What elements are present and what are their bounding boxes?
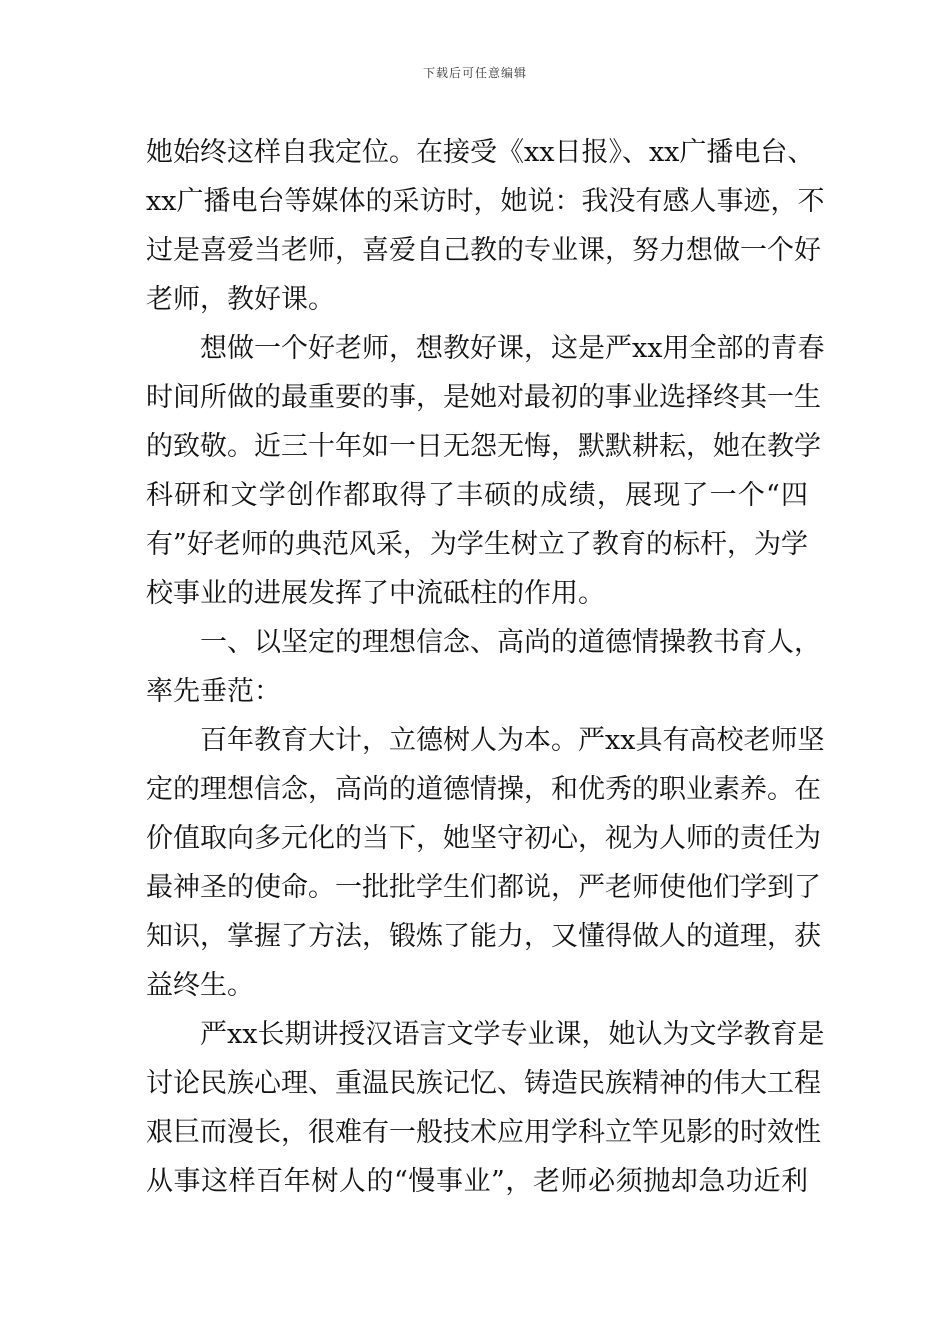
- text-line: 她始终这样自我定位。在接受《xx日报》、xx广播电台、: [146, 137, 815, 168]
- text-line: 讨论民族心理、重温民族记忆、铸造民族精神的伟大工程: [146, 1068, 821, 1099]
- text-line: 严xx长期讲授汉语言文学专业课，她认为文学教育是: [200, 1019, 825, 1050]
- text-line: 率先垂范：: [146, 676, 281, 707]
- text-line: 最神圣的使命。一批批学生们都说，严老师使他们学到了: [146, 872, 821, 903]
- text-line: 时间所做的最重要的事，是她对最初的事业选择终其一生: [146, 382, 821, 413]
- text-line: xx广播电台等媒体的采访时，她说：我没有感人事迹，不: [146, 186, 825, 217]
- text-line: 从事这样百年树人的“慢事业”，老师必须抛却急功近利: [146, 1166, 808, 1197]
- document-body: [146, 128, 825, 1206]
- text-line: 价值取向多元化的当下，她坚守初心，视为人师的责任为: [146, 823, 821, 854]
- page-header-note: 下载后可任意编辑: [422, 66, 527, 80]
- text-line: 过是喜爱当老师，喜爱自己教的专业课，努力想做一个好: [146, 235, 821, 266]
- text-line: 想做一个好老师，想教好课，这是严xx用全部的青春: [200, 333, 825, 364]
- text-line: 艰巨而漫长，很难有一般技术应用学科立竿见影的时效性: [146, 1117, 821, 1148]
- text-line: 校事业的进展发挥了中流砥柱的作用。: [146, 578, 605, 609]
- text-line: 的致敬。近三十年如一日无怨无悔，默默耕耘，她在教学: [146, 431, 821, 462]
- text-line: 有”好老师的典范风采，为学生树立了教育的标杆，为学: [146, 529, 808, 560]
- text-line: 老师，教好课。: [146, 284, 335, 315]
- text-line: 一、以坚定的理想信念、高尚的道德情操教书育人，: [200, 627, 821, 658]
- text-line: 百年教育大计，立德树人为本。严xx具有高校老师坚: [200, 725, 825, 756]
- text-line: 益终生。: [146, 970, 254, 1001]
- text-line: 科研和文学创作都取得了丰硕的成绩，展现了一个“四: [146, 480, 808, 511]
- text-line: 知识，掌握了方法，锻炼了能力，又懂得做人的道理，获: [146, 921, 821, 952]
- text-line: 定的理想信念，高尚的道德情操，和优秀的职业素养。在: [146, 774, 821, 805]
